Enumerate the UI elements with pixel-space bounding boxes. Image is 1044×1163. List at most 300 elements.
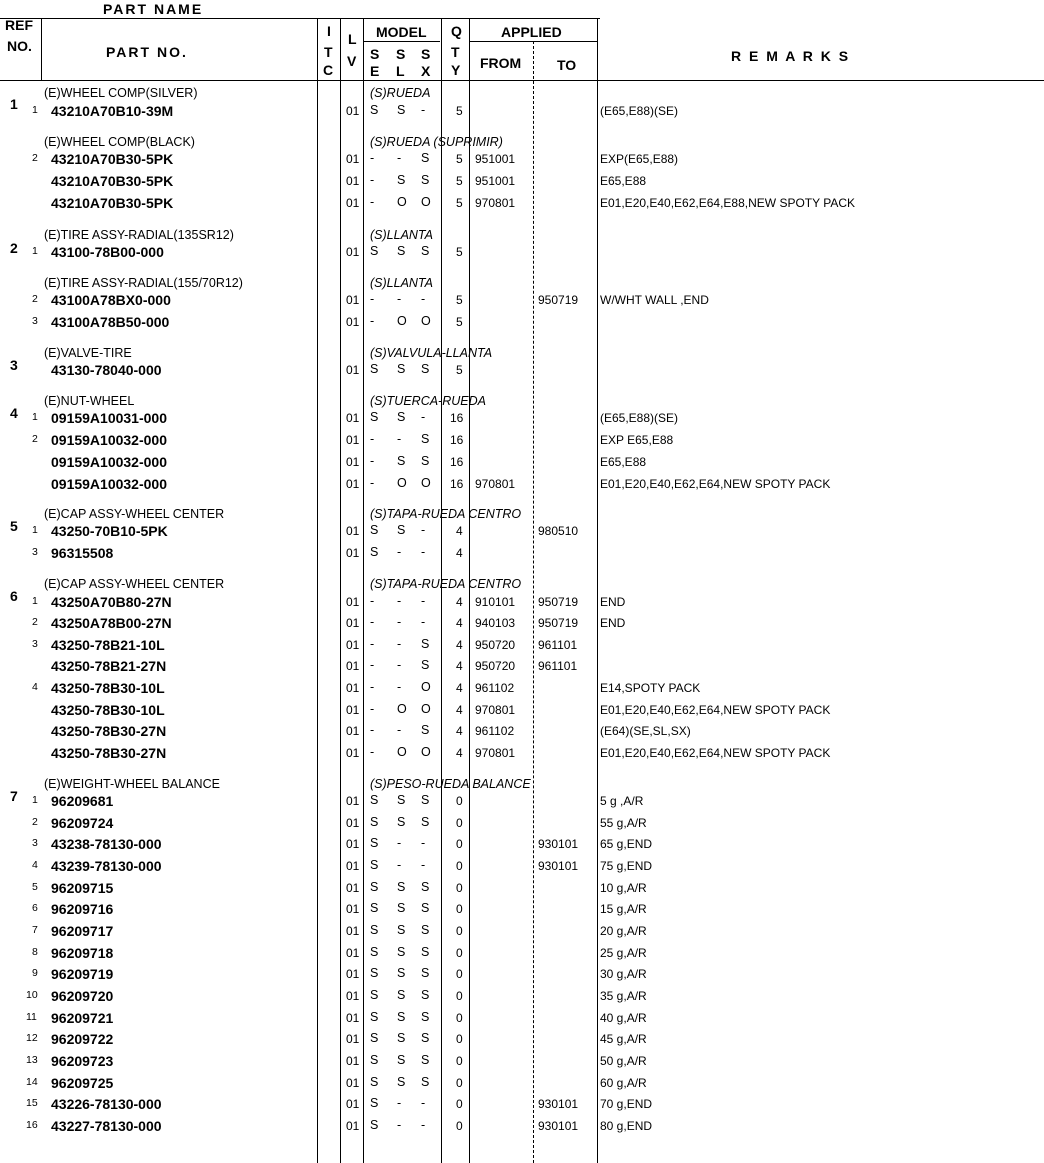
level-value: 01 xyxy=(346,1011,360,1025)
header-qty-t: T xyxy=(451,44,460,60)
header-qty-q: Q xyxy=(451,23,462,39)
model-se-value: S xyxy=(370,793,379,807)
qty-value: 0 xyxy=(456,902,463,916)
model-sx-value: S xyxy=(421,901,430,915)
model-sl-value: O xyxy=(397,745,407,759)
part-number: 43210A70B10-39M xyxy=(51,103,174,119)
model-se-value: S xyxy=(370,362,379,376)
model-se-value: S xyxy=(370,901,379,915)
level-value: 01 xyxy=(346,1076,360,1090)
part-name: (E)VALVE-TIRE xyxy=(44,346,132,360)
part-number: 43250-78B30-10L xyxy=(51,702,165,718)
applied-to: 930101 xyxy=(538,1119,579,1133)
model-se-value: S xyxy=(370,1031,379,1045)
remarks-text: 30 g,A/R xyxy=(600,967,647,981)
applied-to: 980510 xyxy=(538,524,579,538)
qty-value: 0 xyxy=(456,1011,463,1025)
sub-ref-number: 8 xyxy=(32,946,38,958)
model-sl-value: S xyxy=(397,244,406,258)
model-sl-value: S xyxy=(397,362,406,376)
qty-value: 4 xyxy=(456,746,463,760)
remarks-text: 80 g,END xyxy=(600,1119,653,1133)
col-line-from-to xyxy=(533,41,534,1163)
sub-ref-number: 14 xyxy=(26,1076,38,1088)
sub-ref-number: 2 xyxy=(32,152,38,164)
part-name: (E)NUT-WHEEL xyxy=(44,394,135,408)
remarks-text: 15 g,A/R xyxy=(600,902,647,916)
model-sl-value: O xyxy=(397,702,407,716)
remarks-text: 45 g,A/R xyxy=(600,1032,647,1046)
level-value: 01 xyxy=(346,946,360,960)
model-sx-value: S xyxy=(421,880,430,894)
ref-number: 7 xyxy=(10,788,18,804)
qty-value: 5 xyxy=(456,152,463,166)
model-sl-value: O xyxy=(397,476,407,490)
remarks-text: 25 g,A/R xyxy=(600,946,647,960)
part-name: (E)TIRE ASSY-RADIAL(135SR12) xyxy=(44,228,234,242)
col-line-lv xyxy=(363,18,364,1163)
header-itc-t: T xyxy=(324,44,333,60)
part-number: 43250A70B80-27N xyxy=(51,594,172,610)
level-value: 01 xyxy=(346,1054,360,1068)
model-sl-value: S xyxy=(397,945,406,959)
sub-ref-number: 1 xyxy=(32,411,38,423)
remarks-text: 5 g ,A/R xyxy=(600,794,644,808)
model-se-value: S xyxy=(370,410,379,424)
model-sl-value: - xyxy=(397,836,402,850)
part-name-spanish: (S)PESO-RUEDA BALANCE xyxy=(370,777,531,791)
qty-value: 5 xyxy=(456,363,463,377)
part-name-spanish: (S)TAPA-RUEDA CENTRO xyxy=(370,577,522,591)
model-se-value: S xyxy=(370,880,379,894)
level-value: 01 xyxy=(346,363,360,377)
qty-value: 5 xyxy=(456,104,463,118)
model-se-value: - xyxy=(370,314,375,328)
part-name: (E)WHEEL COMP(SILVER) xyxy=(44,86,198,100)
level-value: 01 xyxy=(346,967,360,981)
model-sx-value: - xyxy=(421,1096,426,1110)
model-sx-value: S xyxy=(421,362,430,376)
level-value: 01 xyxy=(346,104,360,118)
part-name: (E)TIRE ASSY-RADIAL(155/70R12) xyxy=(44,276,243,290)
model-se-value: S xyxy=(370,923,379,937)
model-sx-value: S xyxy=(421,966,430,980)
level-value: 01 xyxy=(346,638,360,652)
qty-value: 16 xyxy=(450,477,464,491)
model-sl-value: S xyxy=(397,880,406,894)
part-number: 09159A10032-000 xyxy=(51,454,167,470)
level-value: 01 xyxy=(346,1119,360,1133)
model-sl-value: S xyxy=(397,923,406,937)
part-number: 96209717 xyxy=(51,923,114,939)
model-se-value: S xyxy=(370,815,379,829)
model-sx-value: - xyxy=(421,858,426,872)
part-name-spanish: (S)RUEDA xyxy=(370,86,431,100)
sub-ref-number: 13 xyxy=(26,1054,38,1066)
remarks-text: E01,E20,E40,E62,E64,E88,NEW SPOTY PACK xyxy=(600,196,856,210)
header-model-e: E xyxy=(370,63,380,79)
qty-value: 4 xyxy=(456,703,463,717)
qty-value: 4 xyxy=(456,724,463,738)
model-sl-value: - xyxy=(397,1096,402,1110)
header-itc-i: I xyxy=(327,23,331,39)
part-number: 43250A78B00-27N xyxy=(51,615,172,631)
model-se-value: S xyxy=(370,858,379,872)
part-number: 96209724 xyxy=(51,815,114,831)
level-value: 01 xyxy=(346,746,360,760)
level-value: 01 xyxy=(346,703,360,717)
applied-rule xyxy=(470,41,598,42)
part-number: 43250-78B30-27N xyxy=(51,745,167,761)
part-number: 43250-78B21-10L xyxy=(51,637,165,653)
level-value: 01 xyxy=(346,1032,360,1046)
model-sx-value: O xyxy=(421,680,431,694)
model-sx-value: - xyxy=(421,615,426,629)
model-rule xyxy=(364,41,440,42)
level-value: 01 xyxy=(346,724,360,738)
model-sx-value: S xyxy=(421,432,430,446)
sub-ref-number: 3 xyxy=(32,315,38,327)
model-se-value: S xyxy=(370,988,379,1002)
applied-from: 950720 xyxy=(475,638,516,652)
qty-value: 0 xyxy=(456,946,463,960)
header-qty-y: Y xyxy=(451,62,461,78)
model-sl-value: - xyxy=(397,594,402,608)
header-to: TO xyxy=(557,57,577,73)
ref-number: 5 xyxy=(10,518,18,534)
model-se-value: S xyxy=(370,945,379,959)
model-sl-value: S xyxy=(397,1031,406,1045)
col-line-ref xyxy=(41,18,42,81)
header-ref: REF xyxy=(5,17,33,33)
part-number: 96209723 xyxy=(51,1053,114,1069)
model-sl-value: S xyxy=(397,454,406,468)
qty-value: 0 xyxy=(456,967,463,981)
qty-value: 4 xyxy=(456,638,463,652)
header-from: FROM xyxy=(480,55,522,71)
qty-value: 4 xyxy=(456,659,463,673)
model-sl-value: - xyxy=(397,615,402,629)
applied-from: 961102 xyxy=(475,724,515,738)
applied-to: 950719 xyxy=(538,293,579,307)
qty-value: 4 xyxy=(456,595,463,609)
level-value: 01 xyxy=(346,837,360,851)
part-number: 96315508 xyxy=(51,545,114,561)
model-sx-value: S xyxy=(421,1010,430,1024)
part-number: 96209721 xyxy=(51,1010,114,1026)
model-sl-value: S xyxy=(397,173,406,187)
model-se-value: - xyxy=(370,432,375,446)
part-number: 43100A78BX0-000 xyxy=(51,292,171,308)
applied-to: 930101 xyxy=(538,837,579,851)
part-number: 96209718 xyxy=(51,945,114,961)
model-se-value: - xyxy=(370,680,375,694)
ref-number: 1 xyxy=(10,96,18,112)
header-remarks: R E M A R K S xyxy=(731,48,851,64)
part-name: (E)CAP ASSY-WHEEL CENTER xyxy=(44,577,225,591)
sub-ref-number: 5 xyxy=(32,881,38,893)
applied-to: 930101 xyxy=(538,1097,579,1111)
level-value: 01 xyxy=(346,546,360,560)
model-sx-value: O xyxy=(421,745,431,759)
model-se-value: S xyxy=(370,836,379,850)
model-se-value: - xyxy=(370,195,375,209)
level-value: 01 xyxy=(346,902,360,916)
remarks-text: END xyxy=(600,595,626,609)
remarks-text: (E65,E88)(SE) xyxy=(600,104,679,118)
qty-value: 0 xyxy=(456,1119,463,1133)
model-sx-value: S xyxy=(421,945,430,959)
part-number: 43227-78130-000 xyxy=(51,1118,162,1134)
qty-value: 16 xyxy=(450,455,464,469)
header-itc-c: C xyxy=(323,62,334,78)
model-sl-value: - xyxy=(397,292,402,306)
model-sx-value: S xyxy=(421,988,430,1002)
part-number: 09159A10031-000 xyxy=(51,410,167,426)
sub-ref-number: 4 xyxy=(32,859,38,871)
model-sx-value: O xyxy=(421,314,431,328)
level-value: 01 xyxy=(346,989,360,1003)
part-number: 96209681 xyxy=(51,793,114,809)
part-name-spanish: (S)LLANTA xyxy=(370,276,433,290)
model-sx-value: O xyxy=(421,195,431,209)
applied-from: 910101 xyxy=(475,595,516,609)
part-name: (E)WEIGHT-WHEEL BALANCE xyxy=(44,777,220,791)
model-se-value: - xyxy=(370,745,375,759)
part-number: 96209715 xyxy=(51,880,114,896)
level-value: 01 xyxy=(346,433,360,447)
model-sx-value: - xyxy=(421,594,426,608)
model-sx-value: S xyxy=(421,923,430,937)
part-number: 09159A10032-000 xyxy=(51,476,167,492)
model-se-value: - xyxy=(370,702,375,716)
ref-number: 6 xyxy=(10,588,18,604)
part-number: 43210A70B30-5PK xyxy=(51,151,174,167)
part-name-spanish: (S)TUERCA-RUEDA xyxy=(370,394,486,408)
model-sx-value: O xyxy=(421,476,431,490)
sub-ref-number: 1 xyxy=(32,595,38,607)
sub-ref-number: 1 xyxy=(32,794,38,806)
remarks-text: 75 g,END xyxy=(600,859,653,873)
model-sx-value: S xyxy=(421,244,430,258)
level-value: 01 xyxy=(346,595,360,609)
ref-number: 2 xyxy=(10,240,18,256)
model-sl-value: - xyxy=(397,680,402,694)
part-number: 96209719 xyxy=(51,966,114,982)
sub-ref-number: 1 xyxy=(32,245,38,257)
model-sx-value: - xyxy=(421,410,426,424)
remarks-text: 60 g,A/R xyxy=(600,1076,647,1090)
part-number: 09159A10032-000 xyxy=(51,432,167,448)
qty-value: 0 xyxy=(456,1097,463,1111)
remarks-text: 55 g,A/R xyxy=(600,816,647,830)
part-number: 43250-78B30-10L xyxy=(51,680,165,696)
sub-ref-number: 1 xyxy=(32,524,38,536)
level-value: 01 xyxy=(346,616,360,630)
part-number: 96209725 xyxy=(51,1075,114,1091)
model-sl-value: - xyxy=(397,858,402,872)
level-value: 01 xyxy=(346,245,360,259)
level-value: 01 xyxy=(346,174,360,188)
remarks-text: (E65,E88)(SE) xyxy=(600,411,679,425)
applied-to: 950719 xyxy=(538,595,579,609)
model-se-value: - xyxy=(370,151,375,165)
sub-ref-number: 4 xyxy=(32,681,38,693)
sub-ref-number: 2 xyxy=(32,816,38,828)
part-name-spanish: (S)LLANTA xyxy=(370,228,433,242)
sub-ref-number: 3 xyxy=(32,837,38,849)
level-value: 01 xyxy=(346,315,360,329)
remarks-text: EXP(E65,E88) xyxy=(600,152,679,166)
ref-number: 4 xyxy=(10,405,18,421)
remarks-text: (E64)(SE,SL,SX) xyxy=(600,724,691,738)
part-number: 96209722 xyxy=(51,1031,114,1047)
qty-value: 5 xyxy=(456,315,463,329)
model-sl-value: - xyxy=(397,658,402,672)
model-sl-value: S xyxy=(397,103,406,117)
sub-ref-number: 2 xyxy=(32,433,38,445)
model-se-value: - xyxy=(370,292,375,306)
model-sx-value: S xyxy=(421,454,430,468)
header-model-s3: S xyxy=(421,46,431,62)
qty-value: 0 xyxy=(456,989,463,1003)
qty-value: 0 xyxy=(456,794,463,808)
level-value: 01 xyxy=(346,816,360,830)
model-sl-value: S xyxy=(397,988,406,1002)
header-model-l: L xyxy=(396,63,405,79)
level-value: 01 xyxy=(346,477,360,491)
part-number: 43250-78B30-27N xyxy=(51,723,167,739)
sub-ref-number: 1 xyxy=(32,104,38,116)
part-number: 43130-78040-000 xyxy=(51,362,162,378)
model-se-value: - xyxy=(370,454,375,468)
model-sl-value: - xyxy=(397,151,402,165)
remarks-text: E14,SPOTY PACK xyxy=(600,681,701,695)
level-value: 01 xyxy=(346,524,360,538)
qty-value: 0 xyxy=(456,859,463,873)
model-sl-value: S xyxy=(397,1075,406,1089)
remarks-text: E01,E20,E40,E62,E64,NEW SPOTY PACK xyxy=(600,477,831,491)
sub-ref-number: 3 xyxy=(32,638,38,650)
header-model-s1: S xyxy=(370,46,380,62)
header-model-s2: S xyxy=(396,46,406,62)
model-sx-value: - xyxy=(421,836,426,850)
part-number: 43238-78130-000 xyxy=(51,836,162,852)
part-number: 43100-78B00-000 xyxy=(51,244,164,260)
header-bottom-rule xyxy=(0,80,1044,81)
level-value: 01 xyxy=(346,152,360,166)
sub-ref-number: 6 xyxy=(32,902,38,914)
header-lv-l: L xyxy=(348,31,357,47)
model-sx-value: S xyxy=(421,637,430,651)
level-value: 01 xyxy=(346,794,360,808)
applied-from: 961102 xyxy=(475,681,515,695)
model-se-value: - xyxy=(370,476,375,490)
model-se-value: - xyxy=(370,173,375,187)
model-sl-value: S xyxy=(397,1010,406,1024)
header-part-no: PART NO. xyxy=(106,44,188,60)
remarks-text: E01,E20,E40,E62,E64,NEW SPOTY PACK xyxy=(600,746,831,760)
model-sx-value: - xyxy=(421,1118,426,1132)
model-sx-value: O xyxy=(421,702,431,716)
level-value: 01 xyxy=(346,196,360,210)
applied-from: 970801 xyxy=(475,477,516,491)
part-number: 43250-70B10-5PK xyxy=(51,523,168,539)
model-se-value: S xyxy=(370,545,379,559)
level-value: 01 xyxy=(346,411,360,425)
sub-ref-number: 15 xyxy=(26,1097,38,1109)
model-se-value: - xyxy=(370,723,375,737)
remarks-text: 20 g,A/R xyxy=(600,924,647,938)
applied-to: 961101 xyxy=(538,638,578,652)
model-sl-value: O xyxy=(397,314,407,328)
level-value: 01 xyxy=(346,293,360,307)
model-sl-value: - xyxy=(397,637,402,651)
sub-ref-number: 3 xyxy=(32,546,38,558)
remarks-text: E65,E88 xyxy=(600,455,647,469)
header-applied: APPLIED xyxy=(501,24,562,40)
qty-value: 4 xyxy=(456,524,463,538)
model-sl-value: - xyxy=(397,545,402,559)
level-value: 01 xyxy=(346,455,360,469)
remarks-text: 65 g,END xyxy=(600,837,653,851)
header-model: MODEL xyxy=(376,24,427,40)
model-sl-value: S xyxy=(397,815,406,829)
remarks-text: E65,E88 xyxy=(600,174,647,188)
model-sl-value: - xyxy=(397,723,402,737)
part-number: 43239-78130-000 xyxy=(51,858,162,874)
sub-ref-number: 10 xyxy=(26,989,38,1001)
level-value: 01 xyxy=(346,859,360,873)
sub-ref-number: 2 xyxy=(32,293,38,305)
model-sx-value: S xyxy=(421,1053,430,1067)
model-se-value: S xyxy=(370,966,379,980)
sub-ref-number: 11 xyxy=(26,1011,37,1023)
qty-value: 0 xyxy=(456,1076,463,1090)
model-sl-value: S xyxy=(397,793,406,807)
remarks-text: 50 g,A/R xyxy=(600,1054,647,1068)
qty-value: 0 xyxy=(456,924,463,938)
qty-value: 0 xyxy=(456,837,463,851)
remarks-text: W/WHT WALL ,END xyxy=(600,293,709,307)
qty-value: 5 xyxy=(456,245,463,259)
part-number: 96209720 xyxy=(51,988,114,1004)
qty-value: 4 xyxy=(456,681,463,695)
applied-from: 940103 xyxy=(475,616,516,630)
qty-value: 4 xyxy=(456,616,463,630)
remarks-text: E01,E20,E40,E62,E64,NEW SPOTY PACK xyxy=(600,703,831,717)
qty-value: 0 xyxy=(456,881,463,895)
ref-number: 3 xyxy=(10,357,18,373)
col-line-applied xyxy=(597,18,598,1163)
part-name: (E)WHEEL COMP(BLACK) xyxy=(44,135,195,149)
applied-to: 930101 xyxy=(538,859,579,873)
model-sx-value: S xyxy=(421,151,430,165)
part-name: (E)CAP ASSY-WHEEL CENTER xyxy=(44,507,225,521)
part-number: 43210A70B30-5PK xyxy=(51,173,174,189)
model-se-value: S xyxy=(370,1118,379,1132)
model-sx-value: S xyxy=(421,1031,430,1045)
model-sx-value: S xyxy=(421,815,430,829)
qty-value: 5 xyxy=(456,174,463,188)
model-sl-value: S xyxy=(397,966,406,980)
sub-ref-number: 9 xyxy=(32,967,38,979)
part-number: 43250-78B21-27N xyxy=(51,658,167,674)
model-sx-value: - xyxy=(421,103,426,117)
qty-value: 0 xyxy=(456,816,463,830)
qty-value: 5 xyxy=(456,196,463,210)
part-name-spanish: (S)VALVULA-LLANTA xyxy=(370,346,493,360)
